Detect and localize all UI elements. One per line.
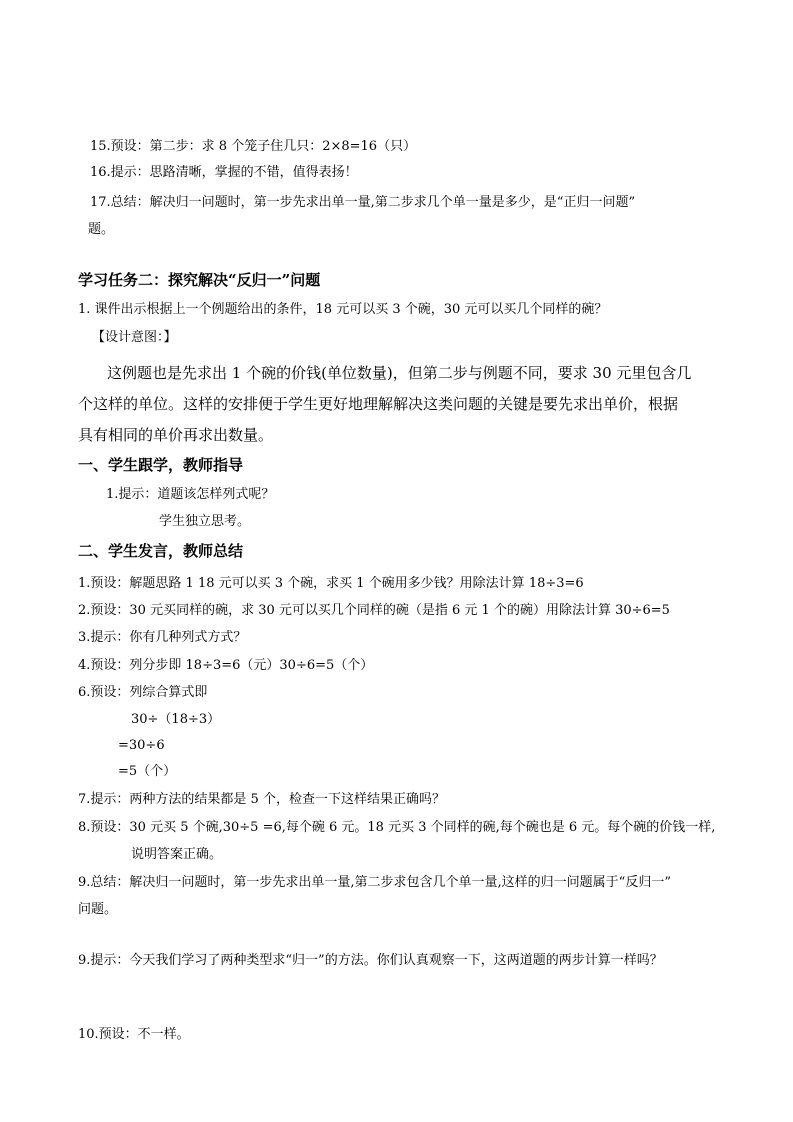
- equation-line-3: =5（个）: [118, 764, 177, 779]
- design-intent-label: 【设计意图：】: [92, 330, 177, 345]
- step-3-tip: 3.提示：你有几种列式方式？: [78, 630, 247, 645]
- equation-line-2: =30÷6: [118, 738, 165, 753]
- paragraph-line-2: 个这样的单位。这样的安排便于学生更好地理解解决这类问题的关键是要先求出单价，根据: [78, 395, 679, 413]
- tip-1: 1.提示：道题该怎样列式呢？: [106, 487, 275, 502]
- step-10-preset: 10.预设：不一样。: [78, 1027, 190, 1042]
- question-1: 1. 课件出示根据上一个例题给出的条件，18 元可以买 3 个碗，30 元可以买几个同样的碗？: [78, 302, 608, 317]
- independent-thinking: 学生独立思考。: [159, 514, 251, 529]
- step-4-preset: 4.预设：列分步即 18÷3=6（元）30÷6=5（个）: [78, 658, 374, 673]
- step-2-preset: 2.预设：30 元买同样的碗，求 30 元可以买几个同样的碗（是指 6 元 1 个的碗）用除法计算 30÷6=5: [78, 603, 670, 618]
- step-8-preset-cont: 说明答案正确。: [131, 847, 223, 862]
- step-8-preset: 8.预设：30 元买 5 个碗,30÷5 =6,每个碗 6 元。18 元买 3 个同样的碗,每个碗也是 6 元。每个碗的价钱一样,: [78, 820, 716, 835]
- line-16-tip: 16.提示：思路清晰，掌握的不错，值得表扬！: [90, 165, 358, 180]
- paragraph-line-1: 这例题也是先求出 1 个碗的价钱(单位数量)，但第二步与例题不同，要求 30 元里包含几: [107, 364, 692, 382]
- section-2-heading: 二、学生发言，教师总结: [78, 542, 244, 560]
- step-6-preset: 6.预设：列综合算式即: [78, 685, 208, 700]
- section-1-heading: 一、学生跟学，教师指导: [78, 456, 244, 474]
- step-9-tip: 9.提示：今天我们学习了两种类型求“归一”的方法。你们认真观察一下，这两道题的两步计算一样吗？: [78, 953, 663, 968]
- equation-line-1: 30÷（18÷3）: [131, 712, 221, 727]
- step-9-summary: 9.总结：解决归一问题时，第一步先求出单一量,第二步求包含几个单一量,这样的归一问题属于“反归一”: [78, 875, 671, 890]
- step-9-summary-cont: 问题。: [78, 902, 118, 917]
- line-15-preset: 15.预设：第二步：求 8 个笼子住几只：2×8=16（只）: [90, 139, 417, 154]
- task-two-heading: 学习任务二：探究解决“反归一”问题: [78, 271, 321, 289]
- paragraph-line-3: 具有相同的单价再求出数量。: [78, 426, 274, 444]
- line-17-summary: 17.总结：解决归一问题时，第一步先求出单一量,第二步求几个单一量是多少，是“正归一问题”: [90, 195, 636, 210]
- step-1-preset: 1.预设：解题思路 1 18 元可以买 3 个碗，求买 1 个碗用多少钱？用除法计算 18÷3=6: [78, 576, 584, 591]
- line-17-summary-cont: 题。: [88, 222, 115, 237]
- step-7-tip: 7.提示：两种方法的结果都是 5 个，检查一下这样结果正确吗？: [78, 792, 445, 807]
